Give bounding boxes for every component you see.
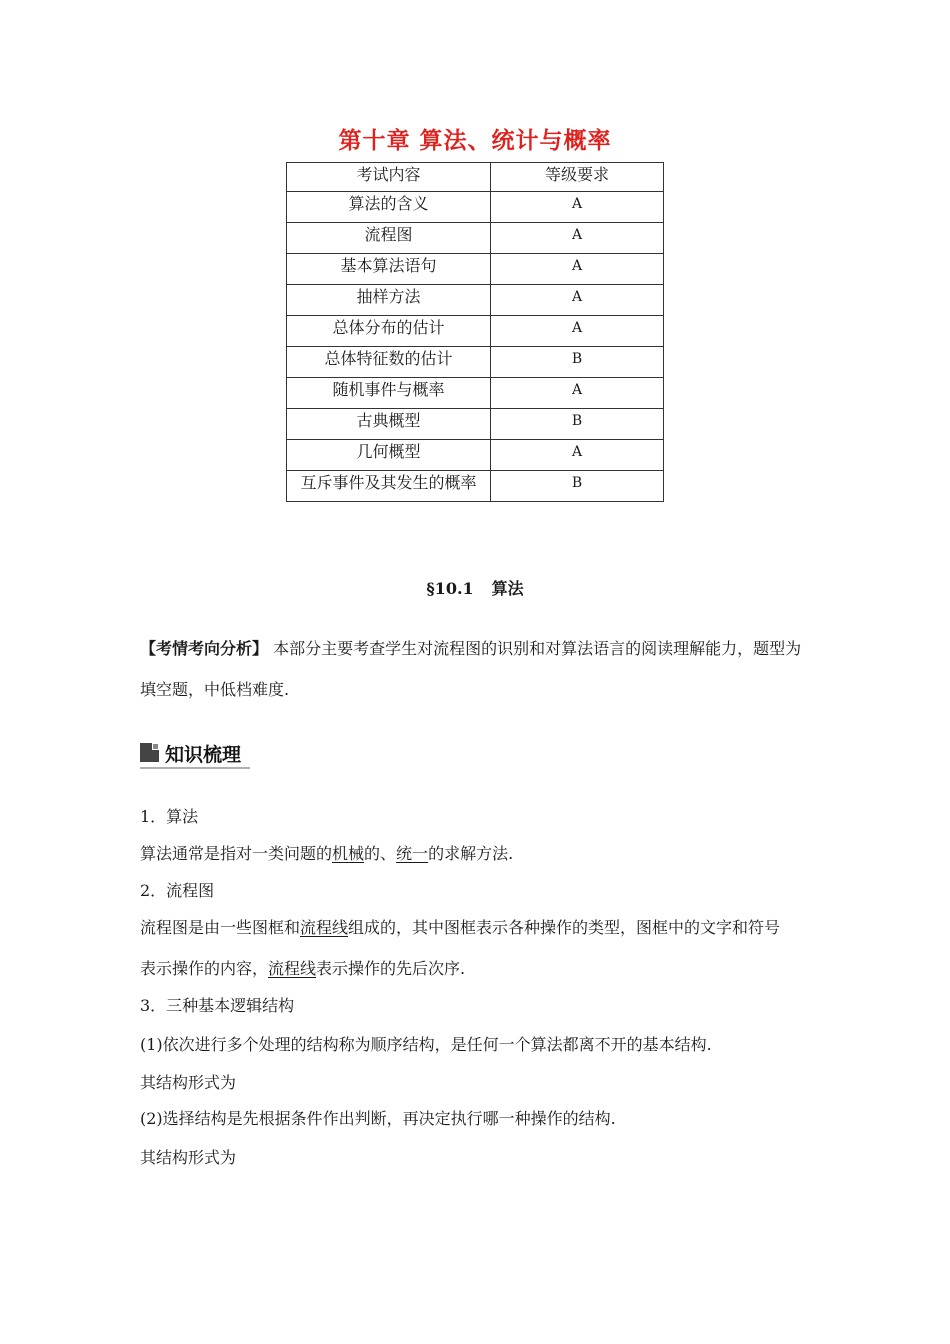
cell-content: 几何概型 — [287, 440, 491, 471]
paragraph-form-2: 其结构形式为 — [140, 1148, 237, 1167]
text-run: 表示操作的内容， — [140, 959, 269, 978]
cell-grade: A — [491, 378, 664, 409]
paragraph-selection: (2)选择结构是先根据条件作出判断，再决定执行哪一种操作的结构. — [140, 1109, 616, 1128]
analysis-text: 本部分主要考查学生对流程图的识别和对算法语言的阅读理解能力，题型为填空题，中低档难度. — [140, 639, 802, 699]
cell-content: 抽样方法 — [287, 285, 491, 316]
table-row — [287, 471, 664, 502]
cell-content: 流程图 — [287, 223, 491, 254]
heading-flowchart: 2．流程图 — [140, 881, 215, 900]
table-row — [287, 316, 664, 347]
requirements-table — [286, 162, 664, 502]
exam-analysis — [140, 628, 812, 710]
header-content: 考试内容 — [287, 163, 491, 192]
paragraph-algorithm — [140, 842, 820, 866]
analysis-tag: 【考情考向分析】 — [140, 639, 269, 658]
table-row — [287, 223, 664, 254]
table-row — [287, 378, 664, 409]
paragraph-sequence: (1)依次进行多个处理的结构称为顺序结构，是任何一个算法都离不开的基本结构. — [140, 1035, 712, 1054]
text-run: 组成的，其中图框表示各种操作的类型，图框中的文字和符号 — [348, 918, 781, 937]
cell-grade: A — [491, 223, 664, 254]
table-row — [287, 192, 664, 223]
heading-structures: 3．三种基本逻辑结构 — [140, 996, 295, 1015]
text-run: 的求解方法. — [428, 844, 514, 863]
cell-content: 随机事件与概率 — [287, 378, 491, 409]
cell-content: 基本算法语句 — [287, 254, 491, 285]
table-row — [287, 440, 664, 471]
cell-content: 算法的含义 — [287, 192, 491, 223]
table-row — [287, 285, 664, 316]
blank-answer: 流程线 — [300, 918, 349, 937]
cell-content: 总体特征数的估计 — [287, 347, 491, 378]
text-run: 表示操作的先后次序. — [316, 959, 466, 978]
table-row — [287, 347, 664, 378]
cell-grade: A — [491, 285, 664, 316]
cell-grade: B — [491, 347, 664, 378]
blank-answer: 统一 — [396, 844, 429, 863]
header-grade: 等级要求 — [491, 163, 664, 192]
chapter-title: 第十章 算法、统计与概率 — [338, 128, 612, 154]
header-underline — [140, 767, 250, 769]
cell-grade: B — [491, 409, 664, 440]
table-row — [287, 409, 664, 440]
text-run: 算法通常是指对一类问题的 — [140, 844, 333, 863]
paragraph-flowchart-line2 — [140, 957, 820, 981]
text-run: 的、 — [364, 844, 397, 863]
blank-answer: 流程线 — [268, 959, 317, 978]
blank-answer: 机械 — [332, 844, 365, 863]
cell-grade: A — [491, 192, 664, 223]
cell-content: 古典概型 — [287, 409, 491, 440]
cell-grade: A — [491, 440, 664, 471]
heading-algorithm: 1．算法 — [140, 807, 199, 826]
paragraph-form-1: 其结构形式为 — [140, 1073, 237, 1092]
section-title — [0, 576, 950, 599]
knowledge-header — [140, 740, 250, 770]
table-row — [287, 254, 664, 285]
cell-grade: B — [491, 471, 664, 502]
cell-content: 互斥事件及其发生的概率 — [287, 471, 491, 502]
section-name: 算法 — [491, 579, 524, 598]
cell-content: 总体分布的估计 — [287, 316, 491, 347]
paragraph-flowchart-line1 — [140, 916, 820, 940]
cell-grade: A — [491, 254, 664, 285]
section-number: §10.1 — [426, 579, 474, 598]
table-header-row — [287, 163, 664, 192]
knowledge-header-label: 知识梳理 — [165, 744, 242, 766]
text-run: 流程图是由一些图框和 — [140, 918, 301, 937]
section-marker-icon — [140, 743, 159, 762]
cell-grade: A — [491, 316, 664, 347]
